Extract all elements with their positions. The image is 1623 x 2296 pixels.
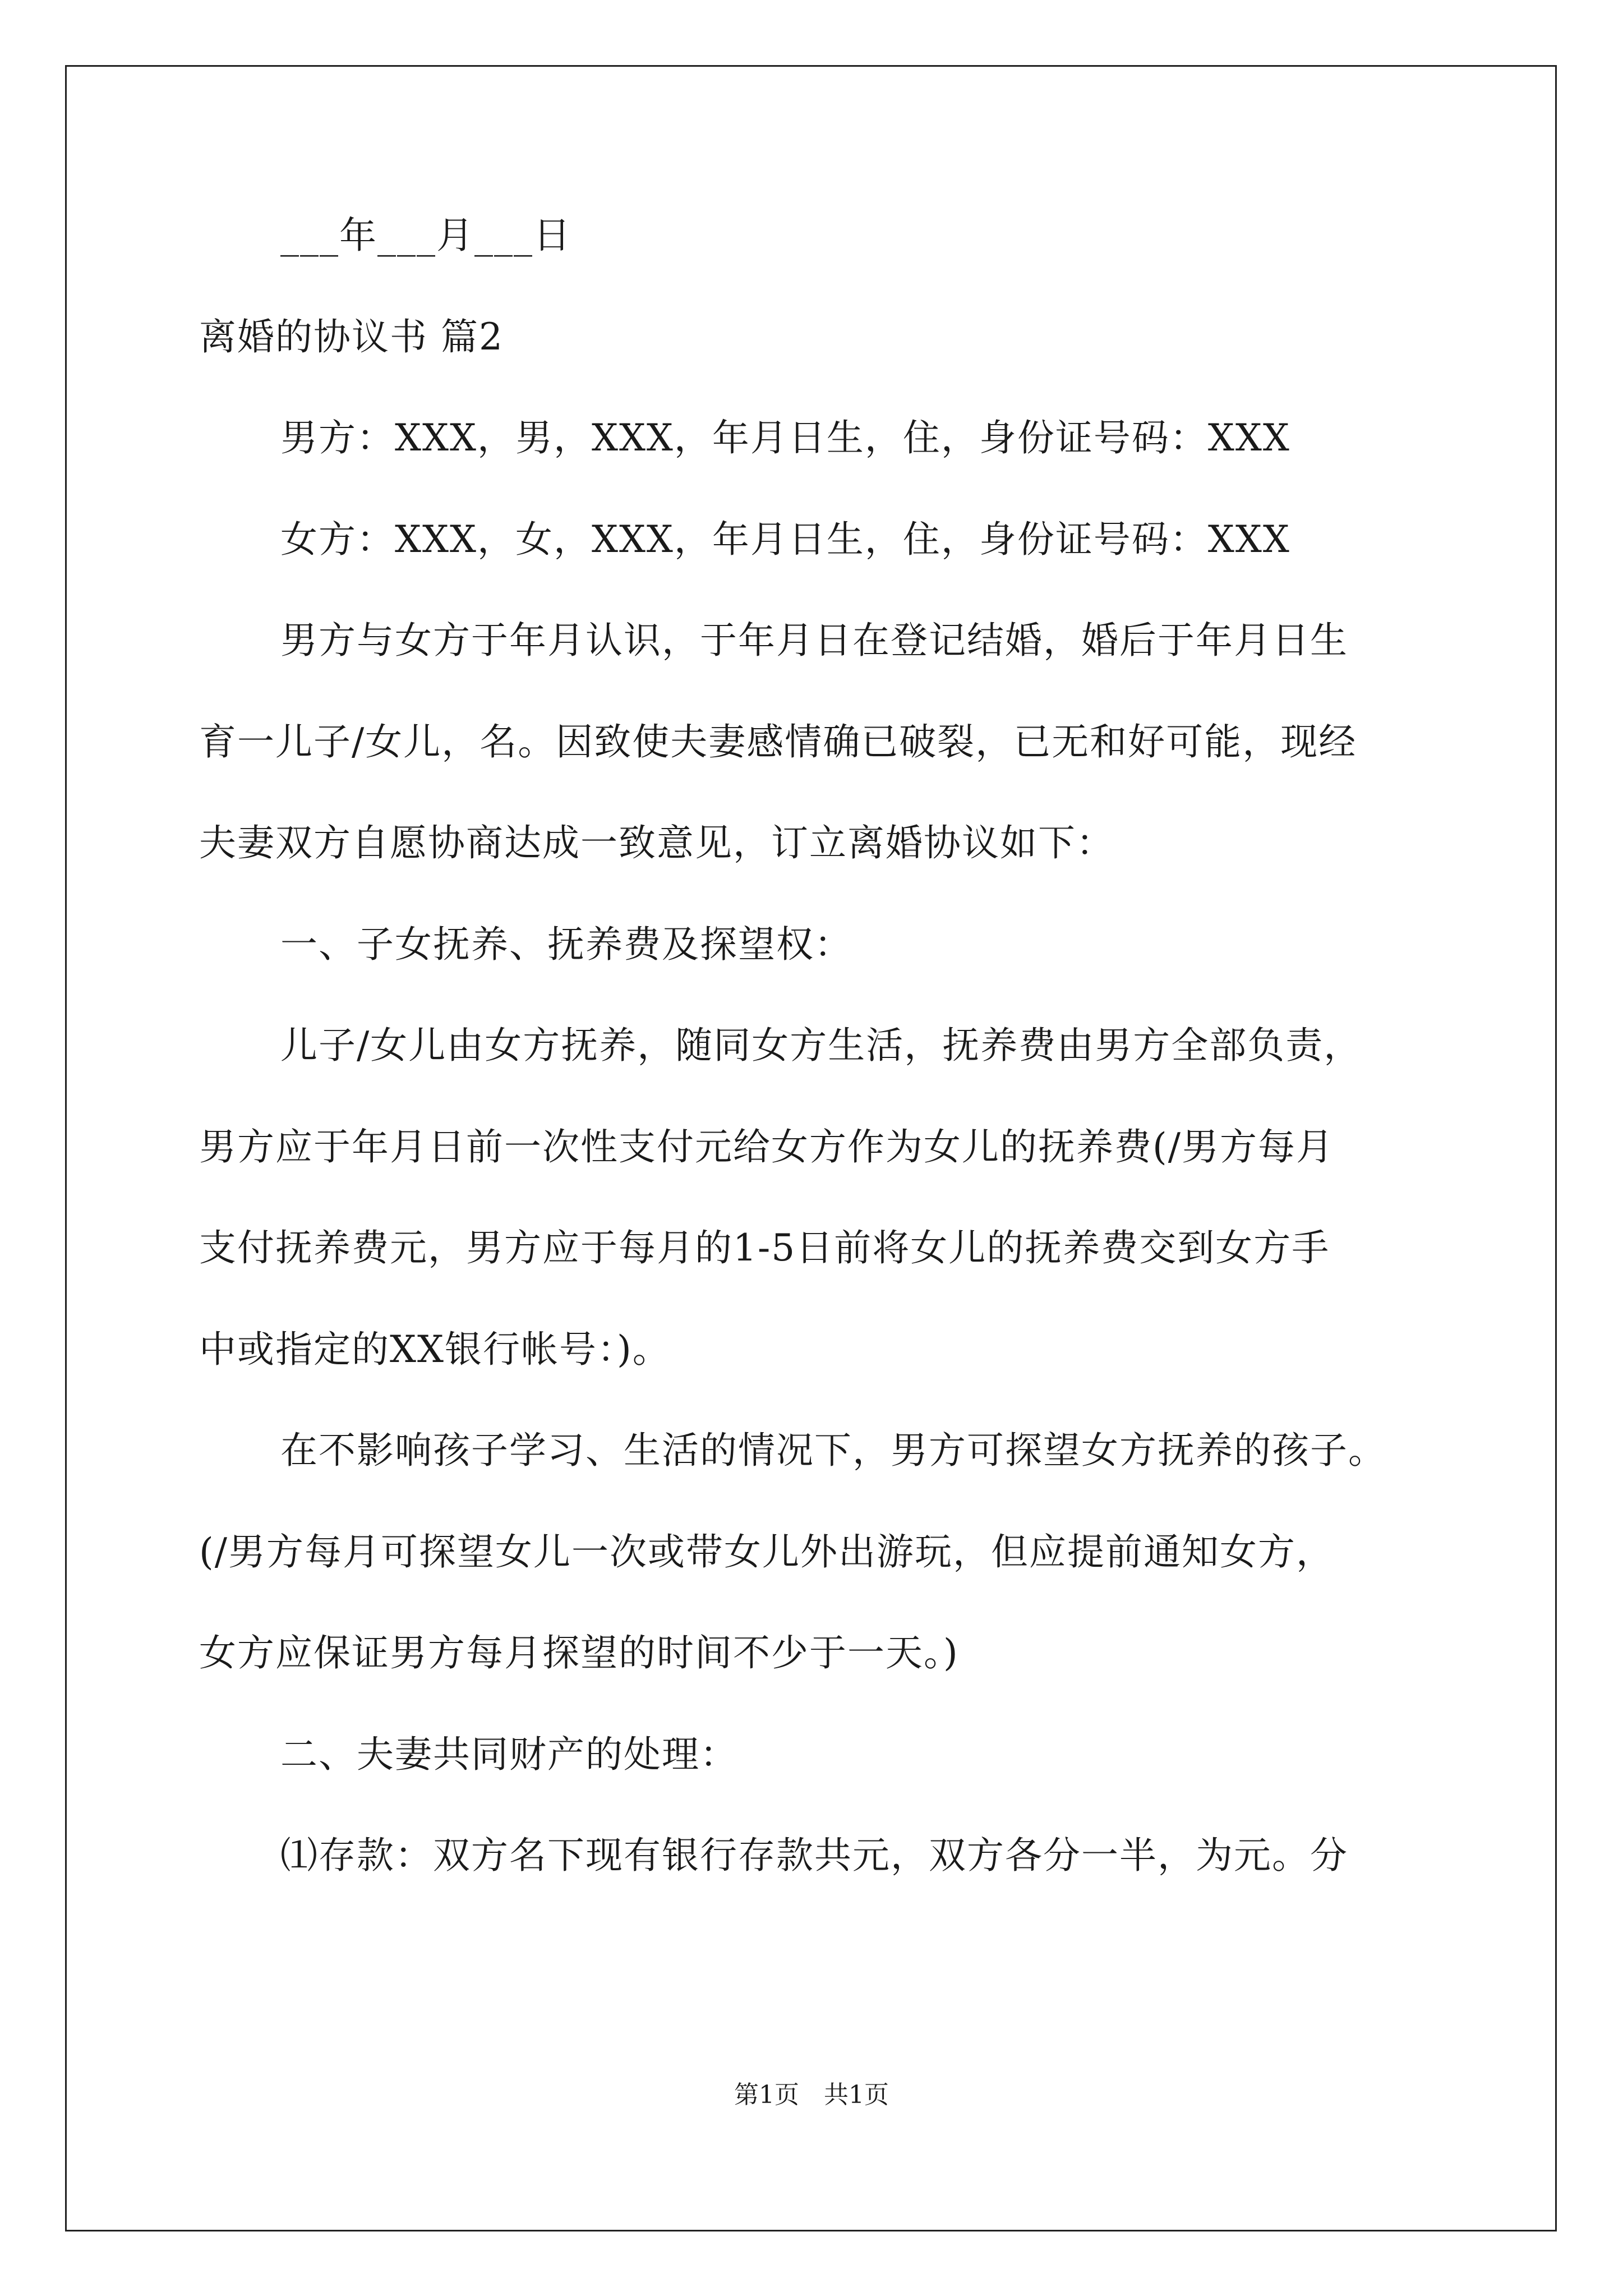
paragraph-line: 女方应保证男方每月探望的时间不少于一天。) (199, 1631, 959, 1674)
paragraph-line: 夫妻双方自愿协商达成一致意见，订立离婚协议如下： (199, 821, 1114, 864)
paragraph-line: (/男方每月可探望女儿一次或带女儿外出游玩，但应提前通知女方， (199, 1530, 1334, 1573)
paragraph-line: 在不影响孩子学习、生活的情况下，男方可探望女方抚养的孩子。 (280, 1429, 1386, 1472)
paragraph-line: 儿子/女儿由女方抚养，随同女方生活，抚养费由男方全部负责， (280, 1024, 1362, 1067)
paragraph-line: 男方应于年月日前一次性支付元给女方作为女儿的抚养费(/男方每月 (199, 1125, 1334, 1168)
page-number: 第1页 共1页 (734, 2081, 889, 2109)
party-female: 女方：XXX，女，XXX，年月日生，住，身份证号码：XXX (280, 518, 1290, 561)
clause-heading: 二、夫妻共同财产的处理： (280, 1733, 738, 1776)
clause-heading: 一、子女抚养、抚养费及探望权： (280, 923, 852, 966)
paragraph-line: ⑴存款：双方名下现有银行存款共元，双方各分一半，为元。分 (280, 1834, 1348, 1877)
paragraph-line: 支付抚养费元，男方应于每月的1-5日前将女儿的抚养费交到女方手 (199, 1226, 1330, 1269)
section-heading: 离婚的协议书 篇2 (199, 315, 504, 358)
paragraph-line: 中或指定的XX银行帐号：)。 (199, 1328, 671, 1371)
party-male: 男方：XXX，男，XXX，年月日生，住，身份证号码：XXX (280, 416, 1290, 459)
date-line: ___年___月___日 (280, 214, 571, 257)
paragraph-line: 男方与女方于年月认识，于年月日在登记结婚，婚后于年月日生 (280, 619, 1348, 662)
paragraph-line: 育一儿子/女儿，名。因致使夫妻感情确已破裂，已无和好可能，现经 (199, 720, 1357, 763)
